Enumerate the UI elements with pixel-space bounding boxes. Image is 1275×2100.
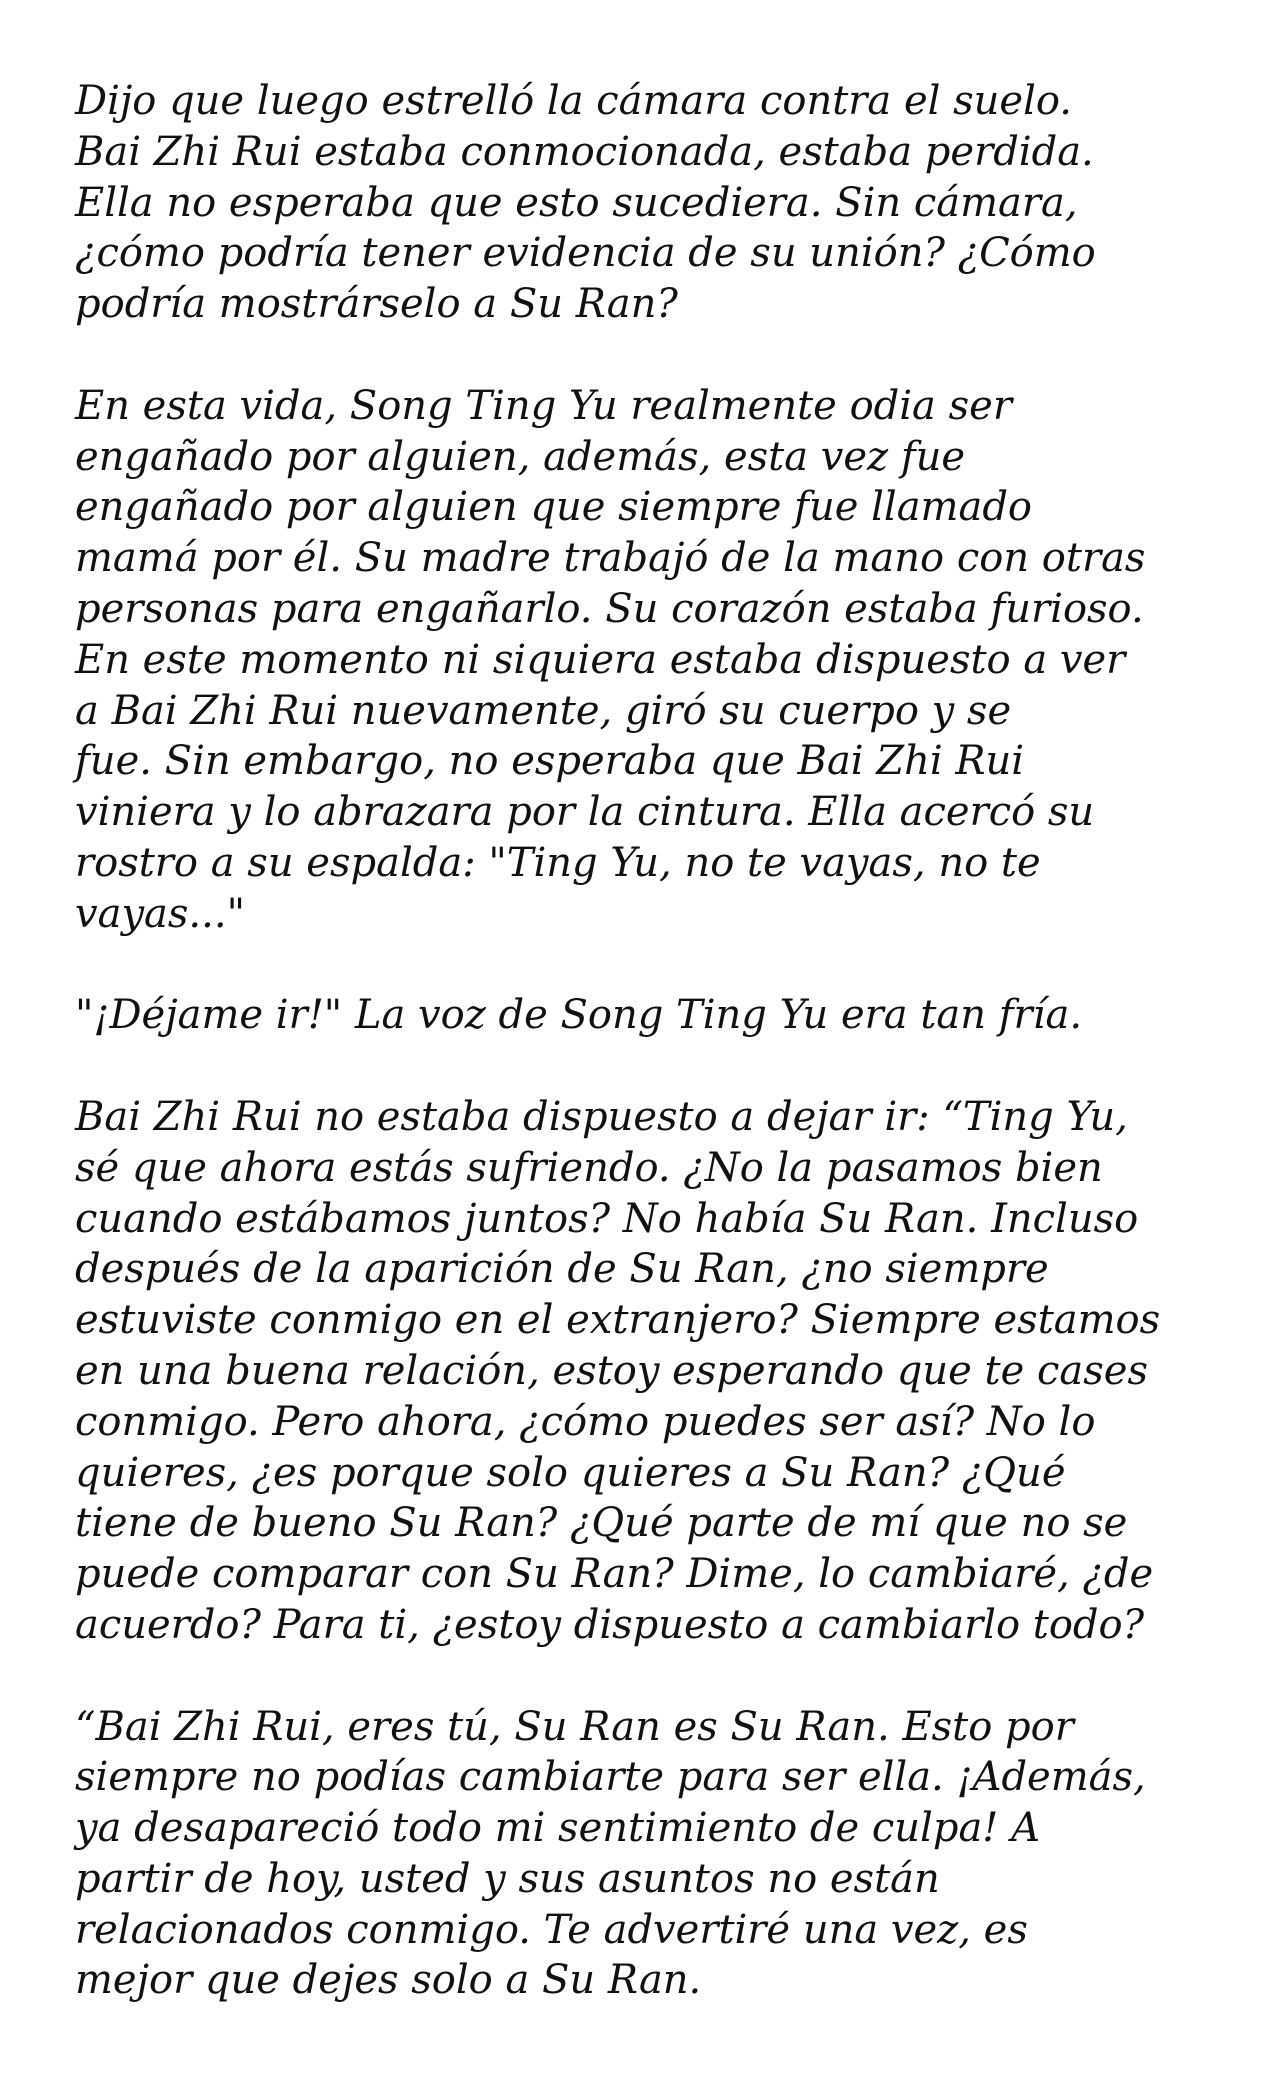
- text-line: sé que ahora estás sufriendo. ¿No la pasamos bien: [75, 1144, 1103, 1191]
- text-line: En este momento ni siquiera estaba dispuesto a ver: [75, 636, 1126, 683]
- text-line: fue. Sin embargo, no esperaba que Bai Zhi Rui: [75, 738, 1025, 785]
- document-page: [75, 76, 1215, 2057]
- text-line: rostro a su espalda: "Ting Yu, no te vayas, no te: [75, 839, 1041, 886]
- text-line: mejor que dejes solo a Su Ran.: [75, 1957, 702, 2004]
- text-line: quieres, ¿es porque solo quieres a Su Ran? ¿Qué: [75, 1449, 1066, 1496]
- text-line: tiene de bueno Su Ran? ¿Qué parte de mí que no se: [75, 1500, 1128, 1547]
- text-line: En esta vida, Song Ting Yu realmente odia ser: [75, 382, 1012, 429]
- text-line: engañado por alguien que siempre fue llamado: [75, 484, 1033, 531]
- text-line: Ella no esperaba que esto sucediera. Sin cámara,: [75, 179, 1078, 226]
- text-line: en una buena relación, estoy esperando que te cases: [75, 1347, 1148, 1394]
- text-line: personas para engañarlo. Su corazón estaba furioso.: [75, 585, 1144, 632]
- text-line: Bai Zhi Rui no estaba dispuesto a dejar ir: “Ting Yu,: [75, 1093, 1128, 1140]
- paragraph-2: [75, 381, 1215, 940]
- text-line: mamá por él. Su madre trabajó de la mano con otras: [75, 535, 1146, 582]
- paragraph-4: [75, 1092, 1215, 1651]
- text-line: "¡Déjame ir!" La voz de Song Ting Yu era tan fría.: [75, 992, 1083, 1039]
- text-line: Dijo que luego estrelló la cámara contra el suelo.: [75, 78, 1072, 124]
- text-line: “Bai Zhi Rui, eres tú, Su Ran es Su Ran. Esto por: [75, 1703, 1074, 1750]
- text-line: partir de hoy, usted y sus asuntos no están: [75, 1855, 940, 1902]
- text-line: siempre no podías cambiarte para ser ella. ¡Además,: [75, 1754, 1146, 1801]
- text-line: ya desapareció todo mi sentimiento de culpa! A: [75, 1805, 1040, 1852]
- text-line: estuviste conmigo en el extranjero? Siempre estamos: [75, 1297, 1161, 1344]
- text-line: viniera y lo abrazara por la cintura. Ella acercó su: [75, 789, 1095, 836]
- paragraph-3: [75, 990, 1215, 1041]
- text-line: ¿cómo podría tener evidencia de su unión? ¿Cómo: [75, 230, 1096, 277]
- text-line: conmigo. Pero ahora, ¿cómo puedes ser así? No lo: [75, 1398, 1096, 1445]
- text-line: vayas...": [75, 890, 245, 937]
- paragraph-1: [75, 76, 1215, 330]
- text-line: acuerdo? Para ti, ¿estoy dispuesto a cambiarlo todo?: [75, 1601, 1145, 1648]
- text-line: a Bai Zhi Rui nuevamente, giró su cuerpo y se: [75, 687, 1012, 734]
- text-line: después de la aparición de Su Ran, ¿no siempre: [75, 1246, 1049, 1293]
- text-line: relacionados conmigo. Te advertiré una vez, es: [75, 1906, 1028, 1953]
- text-line: cuando estábamos juntos? No había Su Ran. Incluso: [75, 1195, 1139, 1242]
- text-line: puede comparar con Su Ran? Dime, lo cambiaré, ¿de: [75, 1551, 1154, 1598]
- text-line: engañado por alguien, además, esta vez fue: [75, 433, 966, 480]
- paragraph-5: [75, 1702, 1215, 2007]
- text-line: podría mostrárselo a Su Ran?: [75, 281, 678, 328]
- text-line: Bai Zhi Rui estaba conmocionada, estaba perdida.: [75, 128, 1094, 175]
